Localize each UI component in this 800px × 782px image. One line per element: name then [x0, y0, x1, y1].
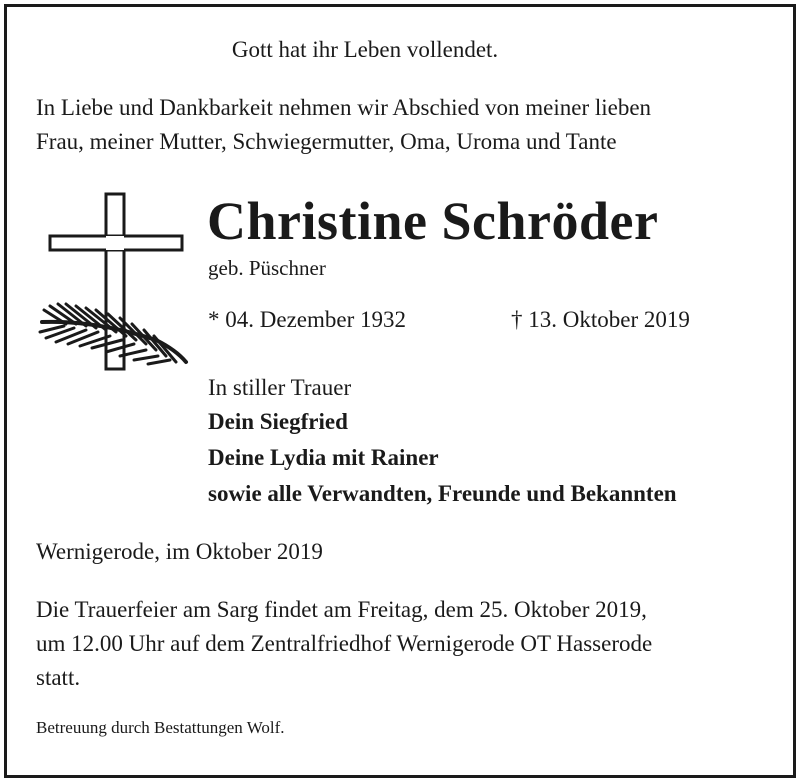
funeral-line-1: Die Trauerfeier am Sarg findet am Freitag, dem 25. Oktober 2019, [36, 597, 647, 622]
intro-line-1: In Liebe und Dankbarkeit nehmen wir Abschied von meiner lieben [36, 95, 652, 120]
cross-with-palm-branch-icon [36, 190, 196, 380]
place-and-date: Wernigerode, im Oktober 2019 [36, 539, 323, 564]
undertaker-note: Betreuung durch Bestattungen Wolf. [36, 718, 285, 737]
intro-line-2: Frau, meiner Mutter, Schwiegermutter, Oma, Uroma und Tante [36, 129, 617, 154]
mourning-phrase: In stiller Trauer [208, 375, 352, 400]
maiden-name: geb. Püschner [208, 256, 326, 280]
birth-date: * 04. Dezember 1932 [208, 307, 406, 332]
funeral-line-2: um 12.00 Uhr auf dem Zentralfriedhof Wernigerode OT Hasserode [36, 631, 653, 656]
notice-border [4, 4, 796, 778]
funeral-line-3: statt. [36, 665, 81, 690]
deceased-name: Christine Schröder [207, 191, 659, 251]
mourner-line-2: Deine Lydia mit Rainer [208, 445, 439, 470]
death-date: † 13. Oktober 2019 [511, 307, 690, 332]
motto: Gott hat ihr Leben vollendet. [231, 37, 499, 62]
mourner-line-3: sowie alle Verwandten, Freunde und Bekannten [208, 481, 677, 506]
mourner-line-1: Dein Siegfried [208, 409, 348, 434]
